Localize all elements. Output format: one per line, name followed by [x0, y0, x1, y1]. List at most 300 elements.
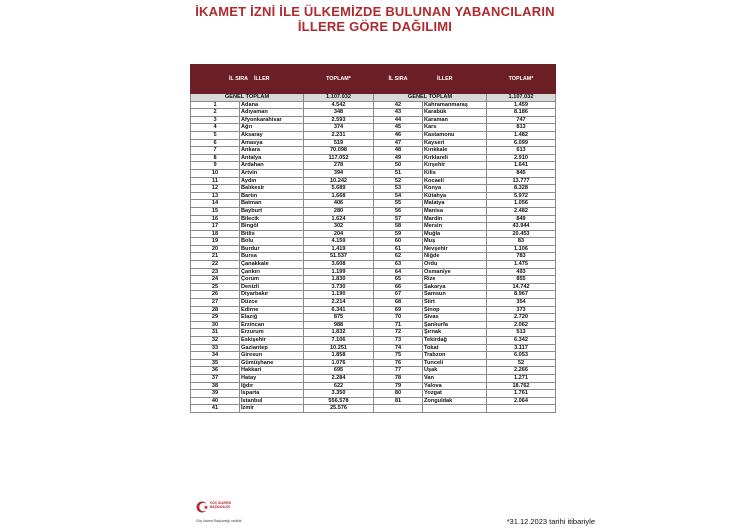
row-il-right: Trabzon — [423, 352, 487, 360]
row-il-left: Çankırı — [240, 268, 304, 276]
row-toplam-left: 7.106 — [304, 337, 374, 345]
row-toplam-right: 2.266 — [487, 367, 556, 375]
row-toplam-right: 52 — [487, 359, 556, 367]
table-row — [191, 162, 556, 170]
row-toplam-right: 6.053 — [487, 352, 556, 360]
row-il-left: Bayburt — [240, 207, 304, 215]
row-sira-right: 56 — [374, 207, 423, 215]
row-sira-left: 33 — [191, 344, 240, 352]
row-il-left: Bitlis — [240, 230, 304, 238]
row-il-right: Rize — [423, 276, 487, 284]
row-toplam-left: 988 — [304, 321, 374, 329]
table-row — [191, 139, 556, 147]
row-il-right: Kütahya — [423, 192, 487, 200]
logo-text — [210, 502, 231, 509]
row-sira-right: 54 — [374, 192, 423, 200]
row-sira-left: 20 — [191, 245, 240, 253]
row-il-left: Diyarbakır — [240, 291, 304, 299]
row-il-right: Karabük — [423, 109, 487, 117]
row-sira-left: 41 — [191, 405, 240, 413]
table-row — [191, 147, 556, 155]
table-row — [191, 253, 556, 261]
table-row — [191, 101, 556, 109]
row-toplam-left: 2.284 — [304, 374, 374, 382]
row-sira-right: 50 — [374, 162, 423, 170]
row-sira-left: 9 — [191, 162, 240, 170]
row-toplam-left: 556.578 — [304, 397, 374, 405]
table-row — [191, 306, 556, 314]
row-sira-right: 65 — [374, 276, 423, 284]
table-row — [191, 177, 556, 185]
row-il-left: Hakkari — [240, 367, 304, 375]
row-sira-left: 37 — [191, 374, 240, 382]
row-toplam-right: 2.910 — [487, 154, 556, 162]
table-row — [191, 200, 556, 208]
row-sira-right: 49 — [374, 154, 423, 162]
row-toplam-left: 348 — [304, 109, 374, 117]
row-toplam-left: 3.730 — [304, 283, 374, 291]
table-row — [191, 215, 556, 223]
row-sira-left: 32 — [191, 337, 240, 345]
row-il-right: Muş — [423, 238, 487, 246]
row-toplam-left: 3.350 — [304, 390, 374, 398]
row-toplam-left: 51.537 — [304, 253, 374, 261]
row-il-left: Adıyaman — [240, 109, 304, 117]
table-row — [191, 109, 556, 117]
row-il-left: Bingöl — [240, 223, 304, 231]
row-il-left: Bilecik — [240, 215, 304, 223]
row-sira-right: 52 — [374, 177, 423, 185]
row-toplam-right: 1.271 — [487, 374, 556, 382]
row-sira-right: 53 — [374, 185, 423, 193]
row-toplam-left: 1.832 — [304, 329, 374, 337]
row-sira-left: 23 — [191, 268, 240, 276]
table-row — [191, 124, 556, 132]
row-toplam-right: 6.342 — [487, 337, 556, 345]
row-il-left: Ağrı — [240, 124, 304, 132]
row-sira-right: 70 — [374, 314, 423, 322]
table-row — [191, 367, 556, 375]
row-toplam-left: 1.858 — [304, 352, 374, 360]
row-il-left: Aydın — [240, 177, 304, 185]
row-sira-left: 8 — [191, 154, 240, 162]
row-toplam-left: 374 — [304, 124, 374, 132]
row-toplam-left: 302 — [304, 223, 374, 231]
row-il-left: Gümüşhane — [240, 359, 304, 367]
table-row — [191, 207, 556, 215]
row-sira-right: 51 — [374, 169, 423, 177]
row-toplam-right: 1.482 — [487, 131, 556, 139]
row-il-right: Tokat — [423, 344, 487, 352]
row-sira-left: 40 — [191, 397, 240, 405]
row-il-left: Çorum — [240, 276, 304, 284]
table-row — [191, 337, 556, 345]
row-sira-left: 14 — [191, 200, 240, 208]
row-toplam-left: 1.076 — [304, 359, 374, 367]
row-toplam-right: 5.972 — [487, 192, 556, 200]
row-sira-left: 3 — [191, 116, 240, 124]
row-sira-right: 72 — [374, 329, 423, 337]
row-il-right: Niğde — [423, 253, 487, 261]
row-sira-left: 15 — [191, 207, 240, 215]
row-sira-right: 59 — [374, 230, 423, 238]
row-toplam-right: 1.106 — [487, 245, 556, 253]
row-toplam-right: 83 — [487, 238, 556, 246]
crescent-star-icon — [196, 500, 209, 515]
row-toplam-left: 1.419 — [304, 245, 374, 253]
row-sira-left: 13 — [191, 192, 240, 200]
row-toplam-right: 855 — [487, 276, 556, 284]
row-toplam-left: 5.689 — [304, 185, 374, 193]
row-il-right: Tunceli — [423, 359, 487, 367]
row-il-right: Osmaniye — [423, 268, 487, 276]
row-il-left: Düzce — [240, 299, 304, 307]
row-toplam-left: 622 — [304, 382, 374, 390]
row-sira-left: 27 — [191, 299, 240, 307]
genel-toplam-value-left: 1.107.032 — [304, 94, 374, 102]
row-toplam-right: 3.117 — [487, 344, 556, 352]
row-toplam-right: 747 — [487, 116, 556, 124]
row-toplam-right: 13.777 — [487, 177, 556, 185]
row-il-left: Erzincan — [240, 321, 304, 329]
row-sira-left: 30 — [191, 321, 240, 329]
row-toplam-left: 1.624 — [304, 215, 374, 223]
row-il-right: Uşak — [423, 367, 487, 375]
table-row — [191, 154, 556, 162]
row-sira-left: 39 — [191, 390, 240, 398]
page-title-line1: İKAMET İZNİ İLE ÜLKEMİZDE BULUNAN YABANCILARIN — [195, 4, 555, 19]
table-row — [191, 131, 556, 139]
row-il-right: Kocaeli — [423, 177, 487, 185]
row-sira-left: 12 — [191, 185, 240, 193]
row-il-right: Mardin — [423, 215, 487, 223]
row-il-left: Bartın — [240, 192, 304, 200]
table-row — [191, 405, 556, 413]
row-toplam-right: 6.099 — [487, 139, 556, 147]
table-row — [191, 344, 556, 352]
row-il-right: Şırnak — [423, 329, 487, 337]
row-sira-left: 7 — [191, 147, 240, 155]
row-toplam-left: 280 — [304, 207, 374, 215]
row-toplam-right: 1.475 — [487, 261, 556, 269]
header-toplam-left: TOPLAM* — [304, 65, 374, 94]
table-row — [191, 299, 556, 307]
row-sira-right: 63 — [374, 261, 423, 269]
row-toplam-right: 14.742 — [487, 283, 556, 291]
row-sira-left: 31 — [191, 329, 240, 337]
row-toplam-left: 70.098 — [304, 147, 374, 155]
header-iller-right: İLLER — [423, 65, 487, 94]
row-toplam-right: 43.944 — [487, 223, 556, 231]
row-sira-right: 74 — [374, 344, 423, 352]
row-il-right: Sakarya — [423, 283, 487, 291]
row-toplam-left: 406 — [304, 200, 374, 208]
row-il-left: Bolu — [240, 238, 304, 246]
row-toplam-right: 8.186 — [487, 109, 556, 117]
row-toplam-right: 513 — [487, 329, 556, 337]
logo-line1: GÖÇ İDARESİ — [210, 501, 232, 505]
row-sira-left: 22 — [191, 261, 240, 269]
row-il-left: Burdur — [240, 245, 304, 253]
row-sira-left: 24 — [191, 276, 240, 284]
table-row — [191, 374, 556, 382]
row-sira-left: 5 — [191, 131, 240, 139]
table-row — [191, 185, 556, 193]
row-toplam-left: 1.830 — [304, 276, 374, 284]
row-il-right: Yalova — [423, 382, 487, 390]
goc-idaresi-logo — [196, 500, 266, 526]
row-il-right: Kırşehir — [423, 162, 487, 170]
row-sira-right: 43 — [374, 109, 423, 117]
row-toplam-left: 394 — [304, 169, 374, 177]
row-il-left: Bursa — [240, 253, 304, 261]
page-title-line2: İLLERE GÖRE DAĞILIMI — [297, 19, 453, 34]
table-row — [191, 321, 556, 329]
row-il-left: Giresun — [240, 352, 304, 360]
row-sira-right: 57 — [374, 215, 423, 223]
row-il-left: Çanakkale — [240, 261, 304, 269]
row-toplam-right — [487, 405, 556, 413]
table-row — [191, 238, 556, 246]
row-il-right: Kilis — [423, 169, 487, 177]
row-sira-right: 47 — [374, 139, 423, 147]
row-toplam-right: 493 — [487, 268, 556, 276]
header-sira-left: İL SIRA — [191, 65, 240, 94]
row-toplam-left: 1.190 — [304, 291, 374, 299]
table-row — [191, 268, 556, 276]
row-sira-left: 2 — [191, 109, 240, 117]
table-row — [191, 116, 556, 124]
genel-toplam-row — [191, 94, 556, 102]
table-row — [191, 359, 556, 367]
row-toplam-left: 117.052 — [304, 154, 374, 162]
row-sira-left: 29 — [191, 314, 240, 322]
provinces-table — [190, 64, 556, 413]
table-row — [191, 283, 556, 291]
row-il-right: Sivas — [423, 314, 487, 322]
row-sira-right: 46 — [374, 131, 423, 139]
row-toplam-right: 1.641 — [487, 162, 556, 170]
row-sira-right: 61 — [374, 245, 423, 253]
table-row — [191, 397, 556, 405]
row-toplam-left: 1.668 — [304, 192, 374, 200]
row-il-left: Ankara — [240, 147, 304, 155]
row-il-right: Kayseri — [423, 139, 487, 147]
row-il-right: Yozgat — [423, 390, 487, 398]
row-il-right: Kars — [423, 124, 487, 132]
table-row — [191, 390, 556, 398]
row-sira-right: 44 — [374, 116, 423, 124]
logo-line2: BAŞKANLIĞI — [210, 504, 230, 509]
row-sira-right: 45 — [374, 124, 423, 132]
row-toplam-right: 373 — [487, 306, 556, 314]
row-il-left: Edirne — [240, 306, 304, 314]
row-sira-left: 16 — [191, 215, 240, 223]
row-il-right: Manisa — [423, 207, 487, 215]
table-row — [191, 276, 556, 284]
row-sira-left: 19 — [191, 238, 240, 246]
row-sira-right: 58 — [374, 223, 423, 231]
row-sira-right: 60 — [374, 238, 423, 246]
row-sira-right: 62 — [374, 253, 423, 261]
row-sira-right — [374, 405, 423, 413]
row-il-left: Hatay — [240, 374, 304, 382]
row-sira-right: 67 — [374, 291, 423, 299]
row-il-left: İzmir — [240, 405, 304, 413]
row-toplam-right: 613 — [487, 147, 556, 155]
row-sira-left: 6 — [191, 139, 240, 147]
table-row — [191, 192, 556, 200]
row-il-right: Nevşehir — [423, 245, 487, 253]
row-sira-left: 34 — [191, 352, 240, 360]
row-il-left: Eskişehir — [240, 337, 304, 345]
row-il-right: Konya — [423, 185, 487, 193]
row-il-left: Denizli — [240, 283, 304, 291]
row-sira-right: 64 — [374, 268, 423, 276]
row-sira-left: 18 — [191, 230, 240, 238]
row-il-right: Tekirdağ — [423, 337, 487, 345]
row-sira-right: 75 — [374, 352, 423, 360]
row-il-right: Malatya — [423, 200, 487, 208]
row-il-left: Afyonkarahisar — [240, 116, 304, 124]
row-toplam-left: 204 — [304, 230, 374, 238]
row-sira-left: 1 — [191, 101, 240, 109]
row-sira-right: 80 — [374, 390, 423, 398]
row-toplam-right: 813 — [487, 124, 556, 132]
row-toplam-right: 18.762 — [487, 382, 556, 390]
row-toplam-right: 1.459 — [487, 101, 556, 109]
header-toplam-right: TOPLAM* — [487, 65, 556, 94]
row-toplam-left: 519 — [304, 139, 374, 147]
row-il-right: Kahramanmaraş — [423, 101, 487, 109]
row-il-left: İstanbul — [240, 397, 304, 405]
row-toplam-left: 2.231 — [304, 131, 374, 139]
row-sira-right: 73 — [374, 337, 423, 345]
row-sira-right: 68 — [374, 299, 423, 307]
row-toplam-right: 2.064 — [487, 397, 556, 405]
row-toplam-right: 1.056 — [487, 200, 556, 208]
row-il-right: Karaman — [423, 116, 487, 124]
row-il-right: Kırıkkale — [423, 147, 487, 155]
row-sira-right: 48 — [374, 147, 423, 155]
row-toplam-left: 2.593 — [304, 116, 374, 124]
row-toplam-left: 3.608 — [304, 261, 374, 269]
row-il-left: Amasya — [240, 139, 304, 147]
row-sira-right: 42 — [374, 101, 423, 109]
row-il-right: Van — [423, 374, 487, 382]
row-il-right: Şanlıurfa — [423, 321, 487, 329]
row-toplam-right: 2.720 — [487, 314, 556, 322]
row-sira-left: 10 — [191, 169, 240, 177]
row-il-left: Aksaray — [240, 131, 304, 139]
row-toplam-right: 783 — [487, 253, 556, 261]
row-sira-right: 76 — [374, 359, 423, 367]
table-row — [191, 169, 556, 177]
row-sira-right: 55 — [374, 200, 423, 208]
row-toplam-right: 2.062 — [487, 321, 556, 329]
header-sira-right: İL SIRA — [374, 65, 423, 94]
table-row — [191, 230, 556, 238]
footnote: *31.12.2023 tarihi itibariyle — [506, 517, 595, 526]
table-header-row — [191, 65, 556, 94]
row-il-left: Erzurum — [240, 329, 304, 337]
row-il-right: Samsun — [423, 291, 487, 299]
row-toplam-left: 278 — [304, 162, 374, 170]
table-row — [191, 261, 556, 269]
row-sira-right: 79 — [374, 382, 423, 390]
header-iller-left: İLLER — [240, 65, 304, 94]
table-row — [191, 223, 556, 231]
genel-toplam-value-right: 1.107.032 — [487, 94, 556, 102]
row-il-left: Balıkesir — [240, 185, 304, 193]
row-il-right: Siirt — [423, 299, 487, 307]
row-il-left: Iğdır — [240, 382, 304, 390]
row-toplam-left: 10.251 — [304, 344, 374, 352]
row-toplam-left: 25.576 — [304, 405, 374, 413]
row-toplam-left: 1.199 — [304, 268, 374, 276]
row-toplam-left: 2.214 — [304, 299, 374, 307]
row-il-left: Ardahan — [240, 162, 304, 170]
row-il-right: Zonguldak — [423, 397, 487, 405]
row-sira-right: 78 — [374, 374, 423, 382]
table-row — [191, 329, 556, 337]
row-toplam-left: 875 — [304, 314, 374, 322]
row-il-left: Isparta — [240, 390, 304, 398]
table-row — [191, 314, 556, 322]
row-sira-left: 17 — [191, 223, 240, 231]
table-row — [191, 291, 556, 299]
row-sira-left: 11 — [191, 177, 240, 185]
row-toplam-right: 20.453 — [487, 230, 556, 238]
row-il-right: Muğla — [423, 230, 487, 238]
row-il-right: Kastamonu — [423, 131, 487, 139]
row-il-right — [423, 405, 487, 413]
row-sira-left: 26 — [191, 291, 240, 299]
row-toplam-left: 4.159 — [304, 238, 374, 246]
genel-toplam-label-right: GENEL TOPLAM — [374, 94, 487, 102]
row-il-right: Mersin — [423, 223, 487, 231]
row-toplam-left: 10.242 — [304, 177, 374, 185]
row-il-left: Gaziantep — [240, 344, 304, 352]
row-sira-right: 71 — [374, 321, 423, 329]
row-sira-right: 69 — [374, 306, 423, 314]
row-sira-left: 28 — [191, 306, 240, 314]
row-toplam-right: 849 — [487, 215, 556, 223]
row-sira-left: 4 — [191, 124, 240, 132]
row-il-left: Adana — [240, 101, 304, 109]
row-sira-left: 38 — [191, 382, 240, 390]
row-toplam-right: 354 — [487, 299, 556, 307]
row-sira-left: 36 — [191, 367, 240, 375]
row-il-left: Antalya — [240, 154, 304, 162]
row-sira-left: 35 — [191, 359, 240, 367]
row-toplam-left: 4.542 — [304, 101, 374, 109]
row-il-left: Batman — [240, 200, 304, 208]
table-row — [191, 245, 556, 253]
row-sira-right: 66 — [374, 283, 423, 291]
row-toplam-right: 845 — [487, 169, 556, 177]
row-sira-right: 81 — [374, 397, 423, 405]
row-toplam-right: 8.328 — [487, 185, 556, 193]
row-sira-right: 77 — [374, 367, 423, 375]
row-il-left: Artvin — [240, 169, 304, 177]
row-toplam-left: 6.341 — [304, 306, 374, 314]
table-row — [191, 382, 556, 390]
row-il-right: Sinop — [423, 306, 487, 314]
row-toplam-right: 8.967 — [487, 291, 556, 299]
logo-caption: Göç İdaresi Başkanlığı verilidir — [196, 519, 242, 523]
row-sira-left: 25 — [191, 283, 240, 291]
